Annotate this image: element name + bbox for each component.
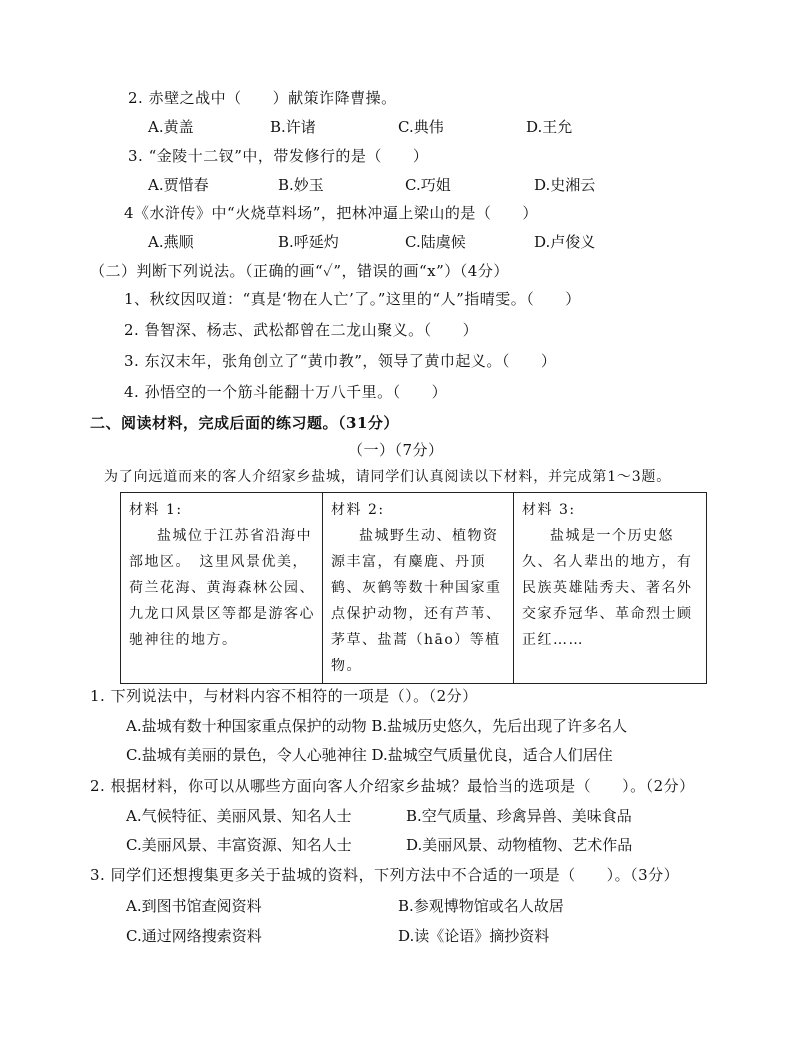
p2-q3-option-d: D.读《论语》摘抄资料 — [398, 927, 550, 945]
p2-q3-option-c: C.通过网络搜索资料 — [126, 927, 262, 945]
question-2: 2. 赤壁之战中（ ）献策诈降曹操。 — [128, 89, 397, 107]
p2-question-3: 3. 同学们还想搜集更多关于盐城的资料，下列方法中不合适的一项是（ ）。（3分） — [90, 866, 680, 884]
part2-sub-heading: （一）（7分） — [348, 441, 444, 459]
p2-q3-option-a: A.到图书馆查阅资料 — [126, 897, 262, 915]
judge-item-3: 3. 东汉末年，张角创立了“黄巾教”，领导了黄巾起义。（ ） — [124, 352, 557, 370]
p2-question-2: 2. 根据材料，你可以从哪些方面向客人介绍家乡盐城？最恰当的选项是（ ）。（2分） — [90, 777, 695, 795]
material-3-title: 材料 3: — [522, 502, 576, 518]
material-1-body: 盐城位于江苏省沿海中部地区。 这里风景优美，荷兰花海、黄海森林公园、九龙口风景区等都是游客心驰神往的地方。 — [129, 528, 315, 648]
materials-table — [120, 492, 707, 684]
q2-option-d: D.王允 — [526, 118, 573, 136]
judge-item-1: 1、秋纹因叹道：“真是‘物在人亡’了。”这里的“人”指晴雯。（ ） — [124, 290, 581, 308]
q4-option-a: A.燕顺 — [148, 233, 194, 251]
q4-option-c: C.陆虞候 — [405, 233, 466, 251]
q4-option-b: B.呼延灼 — [278, 233, 339, 251]
material-2-title: 材料 2: — [331, 502, 385, 518]
material-2-body: 盐城野生动、植物资源丰富，有麋鹿、丹顶鹤、灰鹤等数十种国家重点保护动物，还有芦苇、茅草、盐蒿（hāo）等植物。 — [331, 528, 502, 674]
p2-q2-option-d: D.美丽风景、动物植物、艺术作品 — [406, 836, 633, 854]
q2-option-b: B.许诸 — [270, 118, 316, 136]
q3-option-c: C.巧姐 — [405, 176, 451, 194]
p2-q2-option-c: C.美丽风景、丰富资源、知名人士 — [126, 836, 352, 854]
q3-option-d: D.史湘云 — [534, 176, 596, 194]
p2-q1-options-ab: A.盐城有数十种国家重点保护的动物 B.盐城历史悠久，先后出现了许多名人 — [126, 717, 628, 735]
p2-q2-option-b: B.空气质量、珍禽异兽、美味食品 — [406, 807, 632, 825]
p2-q3-option-b: B.参观博物馆或名人故居 — [398, 897, 564, 915]
part2-heading: 二、阅读材料，完成后面的练习题。（31分） — [90, 414, 399, 432]
p2-question-1: 1. 下列说法中，与材料内容不相符的一项是（）。（2分） — [90, 687, 478, 705]
material-1-title: 材料 1: — [129, 502, 183, 518]
q3-option-b: B.妙玉 — [278, 176, 324, 194]
material-1-cell — [121, 493, 323, 684]
p2-q1-options-cd: C.盐城有美丽的景色，令人心驰神往 D.盐城空气质量优良，适合人们居住 — [126, 746, 613, 764]
p2-q2-option-a: A.气候特征、美丽风景、知名人士 — [126, 807, 352, 825]
q4-option-d: D.卢俊义 — [534, 233, 596, 251]
judge-item-2: 2. 鲁智深、杨志、武松都曾在二龙山聚义。（ ） — [124, 321, 479, 339]
question-3: 3. “金陵十二钗”中，带发修行的是（ ） — [128, 147, 429, 165]
q3-option-a: A.贾惜春 — [148, 176, 209, 194]
material-3-body: 盐城是一个历史悠久、名人辈出的地方，有民族英雄陆秀夫、著名外交家乔冠华、革命烈士顾正红…… — [522, 528, 693, 648]
q2-option-c: C.典伟 — [398, 118, 444, 136]
judge-item-4: 4. 孙悟空的一个筋斗能翻十万八千里。（ ） — [124, 383, 448, 401]
material-2-cell — [323, 493, 514, 684]
question-4: 4《水浒传》中“火烧草料场”，把林冲逼上梁山的是（ ） — [124, 204, 538, 222]
material-3-cell — [514, 493, 707, 684]
judge-heading: （二）判断下列说法。（正确的画“✓”，错误的画“x”）（4分） — [90, 262, 509, 280]
q2-option-a: A.黄盖 — [148, 118, 194, 136]
part2-intro: 为了向远道而来的客人介绍家乡盐城，请同学们认真阅读以下材料，并完成第1～3题。 — [104, 469, 672, 485]
